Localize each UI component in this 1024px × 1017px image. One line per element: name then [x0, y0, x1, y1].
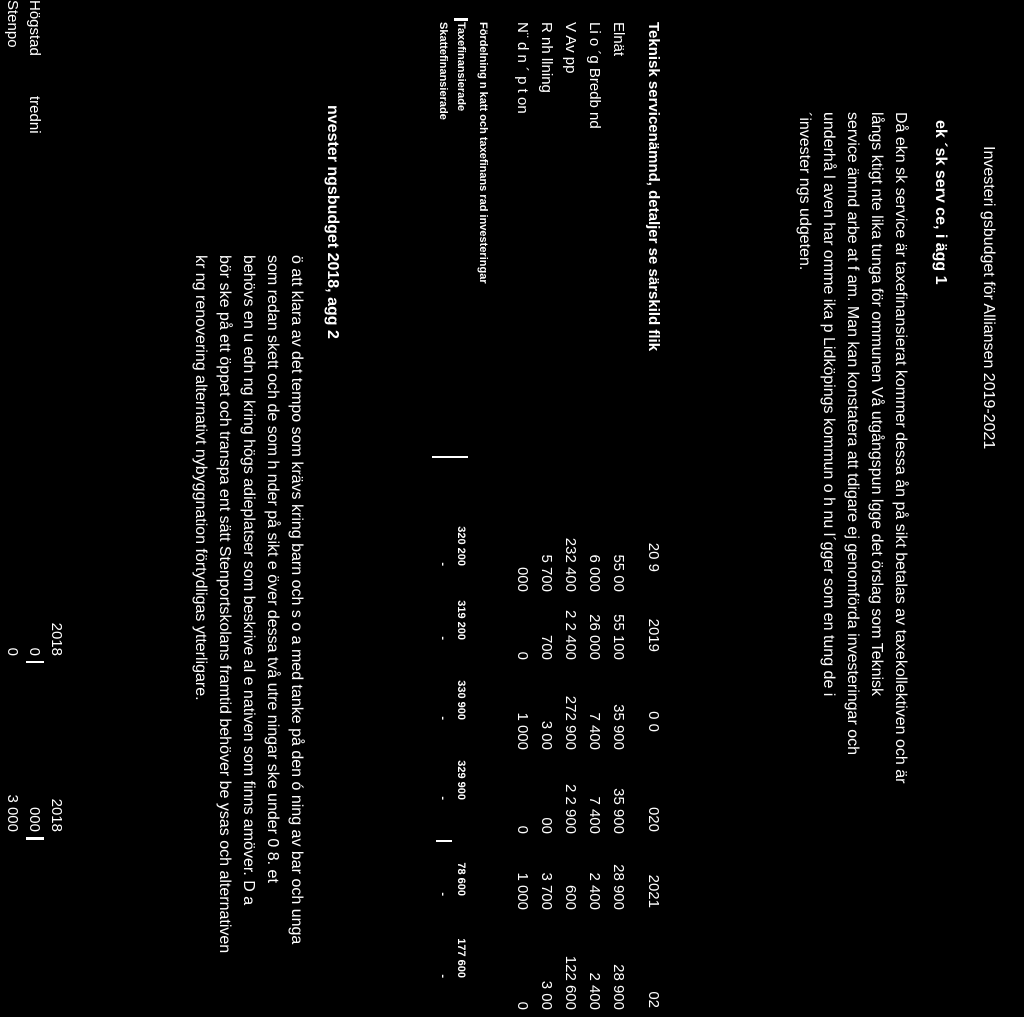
table1-cell: 1 000: [514, 712, 531, 750]
table3-cell: 000: [26, 806, 43, 832]
section1-line: underhå l aven har omme ika p Lidköpings kommun o h nu l´gger som en tung de i: [820, 112, 837, 697]
table1-cell: 700: [538, 634, 555, 660]
section2-line: kr ng renovering alternativt nybyggnation förtydligas ytterligare.: [192, 255, 209, 701]
section1-line: service ämnd arbe at f am. Man kan konstatera att tdigare ej genomförda investeringar och: [844, 112, 861, 756]
table3-row-label: Stenpo: [4, 0, 21, 48]
table3-cell: 0: [4, 647, 21, 656]
table1-cell: 000: [514, 566, 531, 592]
table1-cell: 7 400: [586, 712, 603, 750]
section1-line: långs ktigt nte lika tunga för ommunen Vå utgångspun lgge det örslag som Teknisk: [868, 112, 885, 697]
table-border-mark: [450, 456, 468, 458]
table1-row-label: Elnät: [610, 22, 627, 57]
table2-cell: -: [437, 974, 449, 978]
table1-cell: 5 700: [538, 554, 555, 592]
table2-cell: -: [437, 716, 449, 720]
table3-cell: 0: [26, 647, 43, 656]
table1-cell: 3 700: [538, 872, 555, 910]
table1-cell: 2 400: [586, 872, 603, 910]
table1-cell: 26 000: [586, 614, 603, 660]
table1-cell: 00: [538, 817, 555, 834]
table3-col-header: 2018: [48, 622, 65, 656]
table-border-mark: [432, 456, 450, 458]
table3-row-text: tredni: [26, 96, 43, 134]
section1-heading: ek ´sk serv ce, i ägg 1: [932, 120, 949, 285]
table2-cell: 320 200: [455, 526, 467, 566]
table1-cell: 28 900: [610, 964, 627, 1010]
table1-row-label: R nh llning: [538, 22, 555, 93]
table1-cell: 35 900: [610, 704, 627, 750]
page-title: Investeri gsbudget för Alliansen 2019-2021: [980, 146, 997, 450]
section2-line: ö att klara av det tempo som krävs kring barn och s o a med tanke på den ó ning av bar och unga: [288, 255, 305, 945]
table1-cell: 0: [514, 1001, 531, 1010]
table1-cell: 0: [514, 825, 531, 834]
section1-line: ´invester ngs udgeten.: [796, 112, 813, 271]
table1-cell: 600: [562, 884, 579, 910]
table1-row-label: V Av pp: [562, 22, 579, 74]
table1-cell: 28 900: [610, 864, 627, 910]
year-header: 20 9: [645, 542, 662, 572]
table-border-mark: [454, 18, 468, 21]
table2-cell: 319 200: [455, 600, 467, 640]
table3-row-label: Högstad: [26, 0, 43, 56]
table1-cell: 7 400: [586, 796, 603, 834]
table2-cell: 329 900: [455, 760, 467, 800]
year-header: 0 0: [645, 711, 662, 732]
table1-cell: 3 00: [538, 980, 555, 1010]
table1-cell: 122 600: [562, 955, 579, 1010]
table-border-mark: [26, 661, 44, 663]
table2-title: Fördelning n katt och taxefinans rad investeringar: [477, 22, 489, 284]
table2-cell: 177 600: [455, 938, 467, 978]
table1-cell: 35 900: [610, 788, 627, 834]
table1-row-label: Li o ´g Bredb nd: [586, 22, 603, 129]
table2-row-label: Skattefinansierade: [437, 22, 449, 120]
table2-row-label: Taxefinansierade: [455, 22, 467, 112]
table2-cell: -: [437, 892, 449, 896]
section2-line: behövs en u edn ng kring högs adieplatser som beskrive al e nativen som finns amöver. D a: [240, 255, 257, 906]
table2-cell: -: [437, 796, 449, 800]
table-border-mark: [436, 840, 452, 842]
year-header: 02: [645, 991, 662, 1008]
table1-cell: 3 00: [538, 720, 555, 750]
table-border-mark: [26, 837, 44, 840]
table1-cell: 6 000: [586, 554, 603, 592]
table3-cell: 3 000: [4, 794, 21, 832]
table1-cell: 272 900: [562, 695, 579, 750]
table1-cell: 232 400: [562, 537, 579, 592]
table1-cell: 55 100: [610, 614, 627, 660]
section1-line: Då ekn sk service är taxefinansierat kommer dessa ån på sikt betalas av taxekollektiven och är: [892, 112, 909, 784]
year-header: 2021: [645, 874, 662, 908]
table3-col-header: 2018: [48, 798, 65, 832]
table2-cell: 330 900: [455, 680, 467, 720]
table1-cell: 55 00: [610, 554, 627, 592]
table2-cell: -: [437, 636, 449, 640]
table1-cell: 2 2 400: [562, 609, 579, 660]
section2-line: bör ske på ett öppet och transpa ent sätt Stenportskolans framtid behöver be ysas och alternativen: [216, 255, 233, 954]
table2-cell: -: [437, 562, 449, 566]
table1-cell: 2 400: [586, 972, 603, 1010]
section2-line: som redan skett och de som h nder på sikt e över dessa två utre ningar ske under 0 8. et: [264, 255, 281, 883]
table1-title: Teknisk servicenämnd, detaljer se särskild flik: [645, 22, 662, 352]
year-header: 020: [645, 806, 662, 832]
year-header: 2019: [645, 618, 662, 652]
table1-cell: 2 2 900: [562, 783, 579, 834]
section2-heading: nvester ngsbudget 2018, agg 2: [324, 105, 341, 339]
table1-cell: 1 000: [514, 872, 531, 910]
table1-cell: 0: [514, 651, 531, 660]
table1-row-label: N¨ d n ´ p t on: [514, 22, 531, 114]
table2-cell: 78 600: [455, 862, 467, 896]
